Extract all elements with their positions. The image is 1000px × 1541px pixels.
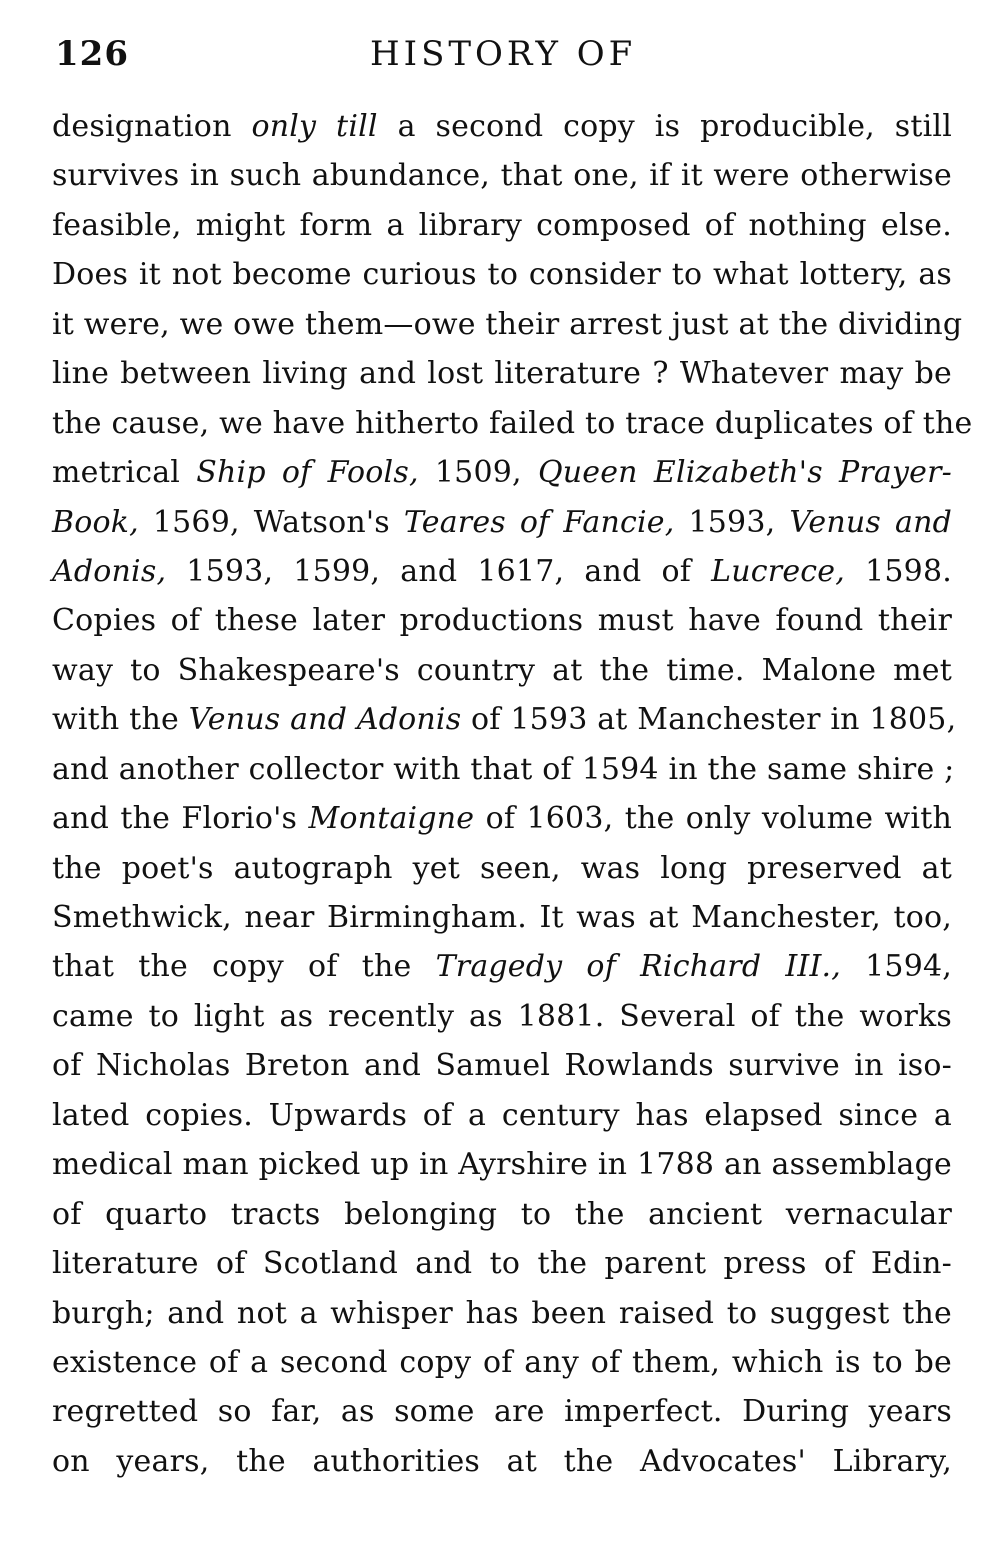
italic-title-text: Lucrece, xyxy=(711,553,845,589)
text-line xyxy=(52,992,952,1041)
text-segment: burgh; and not a whisper has been raised to suggest the xyxy=(52,1295,952,1331)
italic-title-text: Ship of Fools, xyxy=(196,455,419,491)
page-number: 126 xyxy=(55,34,129,74)
text-segment: on years, the authorities at the Advocates' Library, xyxy=(52,1443,952,1479)
text-line xyxy=(52,201,952,250)
body-text xyxy=(52,102,973,1486)
text-segment: 1594, xyxy=(841,949,953,985)
text-line xyxy=(52,745,955,794)
italic-title-text: Book, xyxy=(52,504,139,540)
text-line xyxy=(52,794,952,843)
text-segment: literature of Scotland and to the parent press of Edin- xyxy=(52,1246,952,1282)
text-segment: Copies of these later productions must have found their xyxy=(52,603,952,639)
text-line xyxy=(52,250,952,299)
text-line xyxy=(52,349,952,398)
text-line xyxy=(52,1338,952,1387)
text-segment: of 1603, the only volume with xyxy=(474,801,952,837)
text-segment: of 1593 at Manchester in 1805, xyxy=(461,702,957,738)
text-segment: that the copy of the xyxy=(52,949,436,985)
text-line xyxy=(52,1437,952,1486)
italic-title-text: Queen Elizabeth's Prayer- xyxy=(537,455,952,491)
text-line xyxy=(52,942,952,991)
text-segment: 1593, 1599, and 1617, and of xyxy=(166,553,712,589)
text-line xyxy=(52,1091,952,1140)
text-line xyxy=(52,844,952,893)
text-line xyxy=(52,1190,952,1239)
text-segment: the poet's autograph yet seen, was long preserved at xyxy=(52,850,952,886)
text-segment: designation xyxy=(52,109,252,144)
text-segment: line between living and lost literature ? Whatever may be xyxy=(52,356,952,392)
page-header xyxy=(0,28,1000,88)
text-segment: a second copy is producible, still xyxy=(377,109,952,144)
text-line xyxy=(52,1239,952,1288)
text-segment: 1598. xyxy=(845,553,952,589)
text-segment: lated copies. Upwards of a century has elapsed since a xyxy=(52,1097,952,1133)
text-line xyxy=(52,151,952,200)
text-line xyxy=(52,596,952,645)
text-segment: of quarto tracts belonging to the ancient vernacular xyxy=(52,1196,952,1232)
text-line xyxy=(52,1140,952,1189)
italic-title-text: Teares of Fancie, xyxy=(403,504,675,540)
text-line xyxy=(52,1289,952,1338)
text-segment: 1509, xyxy=(418,455,538,491)
italic-title-text: Venus and xyxy=(789,504,952,540)
text-line xyxy=(52,498,952,547)
text-segment: 1593, xyxy=(674,504,790,540)
text-segment: medical man picked up in Ayrshire in 1788 an assemblage xyxy=(52,1147,952,1183)
italic-title-text: only till xyxy=(251,109,378,144)
text-segment: way to Shakespeare's country at the time. Malone met xyxy=(52,652,952,688)
italic-title-text: Venus and Adonis xyxy=(188,702,462,738)
text-segment: and the Florio's xyxy=(52,801,309,837)
text-line xyxy=(52,695,957,744)
text-line xyxy=(52,399,973,448)
text-line xyxy=(52,1041,952,1090)
text-segment: feasible, might form a library composed of nothing else. xyxy=(52,207,952,243)
text-line xyxy=(52,300,963,349)
text-line xyxy=(52,893,952,942)
text-segment: of Nicholas Breton and Samuel Rowlands survive in iso- xyxy=(52,1048,952,1084)
text-segment: 1569, Watson's xyxy=(138,504,404,540)
text-segment: survives in such abundance, that one, if it were otherwise xyxy=(52,158,952,194)
text-segment: regretted so far, as some are imperfect. During years xyxy=(52,1394,952,1430)
running-head: HISTORY OF xyxy=(370,34,637,74)
text-segment: it were, we owe them—owe their arrest just at the dividing xyxy=(52,306,963,342)
text-segment: Does it not become curious to consider to what lottery, as xyxy=(52,257,952,293)
text-segment: metrical xyxy=(52,455,197,491)
text-segment: Smethwick, near Birmingham. It was at Manchester, too, xyxy=(52,900,952,935)
text-segment: with the xyxy=(52,702,189,738)
text-segment: the cause, we have hitherto failed to trace duplicates of the xyxy=(52,405,973,441)
text-line xyxy=(52,646,952,695)
text-line xyxy=(52,102,952,151)
italic-title-text: Adonis, xyxy=(52,553,167,589)
text-segment: came to light as recently as 1881. Several of the works xyxy=(52,998,952,1034)
text-line xyxy=(52,547,952,596)
text-line xyxy=(52,448,952,497)
text-line xyxy=(52,1387,952,1436)
text-segment: existence of a second copy of any of them, which is to be xyxy=(52,1344,952,1380)
text-segment: and another collector with that of 1594 in the same shire ; xyxy=(52,751,955,787)
italic-title-text: Tragedy of Richard III., xyxy=(435,949,841,985)
italic-title-text: Montaigne xyxy=(308,801,475,837)
